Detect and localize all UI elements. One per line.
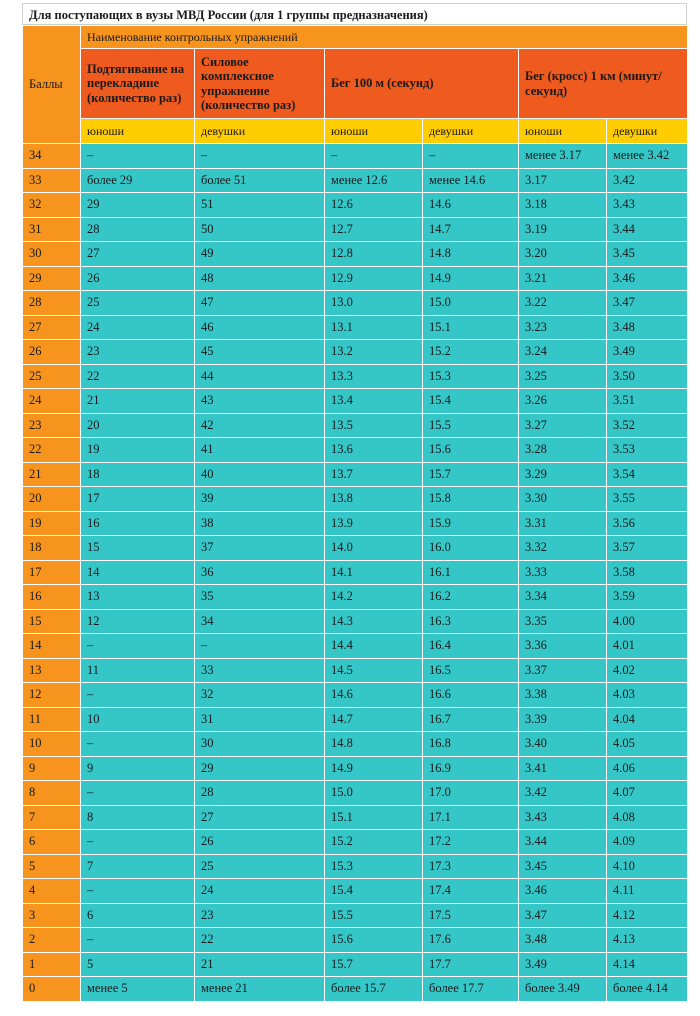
points-cell: 8 — [23, 781, 81, 806]
value-cell: 14.8 — [325, 732, 423, 757]
value-cell: 13.8 — [325, 487, 423, 512]
points-cell: 4 — [23, 879, 81, 904]
points-cell: 23 — [23, 413, 81, 438]
value-cell: 15.3 — [325, 854, 423, 879]
value-cell: 38 — [195, 511, 325, 536]
table-row — [23, 144, 688, 169]
value-cell: 12 — [81, 609, 195, 634]
value-cell: 37 — [195, 536, 325, 561]
value-cell: 33 — [195, 658, 325, 683]
points-cell: 10 — [23, 732, 81, 757]
value-cell: 3.37 — [519, 658, 607, 683]
value-cell: 3.49 — [607, 340, 688, 365]
value-cell: 3.29 — [519, 462, 607, 487]
value-cell: 17.6 — [423, 928, 519, 953]
value-cell: 15.3 — [423, 364, 519, 389]
table-row — [23, 536, 688, 561]
value-cell: 4.11 — [607, 879, 688, 904]
value-cell: 3.31 — [519, 511, 607, 536]
value-cell: 15.2 — [325, 830, 423, 855]
value-cell: 12.6 — [325, 193, 423, 218]
value-cell: 45 — [195, 340, 325, 365]
points-cell: 5 — [23, 854, 81, 879]
value-cell: 13.0 — [325, 291, 423, 316]
value-cell: 27 — [81, 242, 195, 267]
value-cell: 23 — [195, 903, 325, 928]
value-cell: 4.04 — [607, 707, 688, 732]
points-cell: 20 — [23, 487, 81, 512]
value-cell: более 15.7 — [325, 977, 423, 1002]
value-cell: 3.32 — [519, 536, 607, 561]
value-cell: 15.6 — [423, 438, 519, 463]
exercises-group-header: Наименование контрольных упражнений — [81, 26, 688, 49]
value-cell: 29 — [195, 756, 325, 781]
table-row — [23, 585, 688, 610]
value-cell: 3.52 — [607, 413, 688, 438]
value-cell: более 4.14 — [607, 977, 688, 1002]
value-cell: 4.14 — [607, 952, 688, 977]
value-cell: 3.56 — [607, 511, 688, 536]
value-cell: 3.26 — [519, 389, 607, 414]
table-row — [23, 511, 688, 536]
value-cell: 3.45 — [519, 854, 607, 879]
value-cell: 3.43 — [519, 805, 607, 830]
table-row — [23, 683, 688, 708]
sub-header: юноши — [519, 119, 607, 144]
value-cell: 16.1 — [423, 560, 519, 585]
value-cell: 28 — [195, 781, 325, 806]
value-cell: 15 — [81, 536, 195, 561]
value-cell: 14.9 — [423, 266, 519, 291]
value-cell: 16.0 — [423, 536, 519, 561]
sub-header: девушки — [423, 119, 519, 144]
value-cell: 14.7 — [423, 217, 519, 242]
value-cell: 43 — [195, 389, 325, 414]
table-row — [23, 462, 688, 487]
value-cell: 3.55 — [607, 487, 688, 512]
table-row — [23, 879, 688, 904]
value-cell: 30 — [195, 732, 325, 757]
value-cell: 3.20 — [519, 242, 607, 267]
value-cell: более 51 — [195, 168, 325, 193]
value-cell: 13.1 — [325, 315, 423, 340]
value-cell: 24 — [195, 879, 325, 904]
points-cell: 26 — [23, 340, 81, 365]
table-row — [23, 438, 688, 463]
value-cell: 50 — [195, 217, 325, 242]
value-cell: 14.9 — [325, 756, 423, 781]
value-cell: 16.8 — [423, 732, 519, 757]
value-cell: 14.8 — [423, 242, 519, 267]
value-cell: 44 — [195, 364, 325, 389]
table-row — [23, 340, 688, 365]
points-cell: 6 — [23, 830, 81, 855]
value-cell: 3.46 — [607, 266, 688, 291]
value-cell: 13 — [81, 585, 195, 610]
value-cell: 3.30 — [519, 487, 607, 512]
table-row — [23, 977, 688, 1002]
value-cell: 12.8 — [325, 242, 423, 267]
value-cell: 22 — [195, 928, 325, 953]
value-cell: 4.05 — [607, 732, 688, 757]
value-cell: 15.5 — [325, 903, 423, 928]
value-cell: 11 — [81, 658, 195, 683]
value-cell: 13.3 — [325, 364, 423, 389]
points-cell: 28 — [23, 291, 81, 316]
table-row — [23, 217, 688, 242]
table-row — [23, 413, 688, 438]
value-cell: – — [81, 879, 195, 904]
exercise-header-100m: Бег 100 м (секунд) — [325, 49, 519, 119]
value-cell: 14.2 — [325, 585, 423, 610]
value-cell: 17.5 — [423, 903, 519, 928]
value-cell: – — [423, 144, 519, 169]
value-cell: 15.2 — [423, 340, 519, 365]
value-cell: 16.2 — [423, 585, 519, 610]
table-row — [23, 315, 688, 340]
value-cell: 18 — [81, 462, 195, 487]
value-cell: 3.42 — [607, 168, 688, 193]
points-cell: 15 — [23, 609, 81, 634]
points-header: Баллы — [23, 26, 81, 144]
value-cell: 34 — [195, 609, 325, 634]
value-cell: 35 — [195, 585, 325, 610]
value-cell: 3.59 — [607, 585, 688, 610]
value-cell: 3.39 — [519, 707, 607, 732]
points-cell: 7 — [23, 805, 81, 830]
value-cell: 3.49 — [519, 952, 607, 977]
value-cell: – — [325, 144, 423, 169]
table-row — [23, 952, 688, 977]
value-cell: 4.12 — [607, 903, 688, 928]
value-cell: 15.1 — [325, 805, 423, 830]
value-cell: 36 — [195, 560, 325, 585]
table-row — [23, 364, 688, 389]
value-cell: менее 3.17 — [519, 144, 607, 169]
value-cell: 49 — [195, 242, 325, 267]
value-cell: менее 5 — [81, 977, 195, 1002]
table-row — [23, 781, 688, 806]
sub-header: юноши — [81, 119, 195, 144]
value-cell: 4.06 — [607, 756, 688, 781]
sub-header: девушки — [195, 119, 325, 144]
value-cell: 14.4 — [325, 634, 423, 659]
value-cell: 3.43 — [607, 193, 688, 218]
points-cell: 19 — [23, 511, 81, 536]
value-cell: 14.7 — [325, 707, 423, 732]
table-row — [23, 389, 688, 414]
value-cell: 21 — [195, 952, 325, 977]
value-cell: 15.0 — [423, 291, 519, 316]
value-cell: 5 — [81, 952, 195, 977]
value-cell: 4.13 — [607, 928, 688, 953]
table-row — [23, 805, 688, 830]
points-cell: 30 — [23, 242, 81, 267]
table-row — [23, 168, 688, 193]
value-cell: 17 — [81, 487, 195, 512]
value-cell: 40 — [195, 462, 325, 487]
points-cell: 18 — [23, 536, 81, 561]
points-cell: 24 — [23, 389, 81, 414]
value-cell: 28 — [81, 217, 195, 242]
value-cell: 16.3 — [423, 609, 519, 634]
value-cell: 3.48 — [519, 928, 607, 953]
table-row — [23, 903, 688, 928]
value-cell: 32 — [195, 683, 325, 708]
value-cell: 7 — [81, 854, 195, 879]
points-cell: 9 — [23, 756, 81, 781]
value-cell: 12.9 — [325, 266, 423, 291]
value-cell: 3.51 — [607, 389, 688, 414]
value-cell: 15.7 — [423, 462, 519, 487]
value-cell: 31 — [195, 707, 325, 732]
value-cell: 42 — [195, 413, 325, 438]
value-cell: – — [81, 830, 195, 855]
value-cell: 3.23 — [519, 315, 607, 340]
value-cell: 14 — [81, 560, 195, 585]
value-cell: – — [81, 928, 195, 953]
value-cell: 3.57 — [607, 536, 688, 561]
value-cell: 3.38 — [519, 683, 607, 708]
value-cell: 3.33 — [519, 560, 607, 585]
value-cell: 19 — [81, 438, 195, 463]
points-cell: 0 — [23, 977, 81, 1002]
points-cell: 1 — [23, 952, 81, 977]
value-cell: более 29 — [81, 168, 195, 193]
value-cell: 17.4 — [423, 879, 519, 904]
points-cell: 31 — [23, 217, 81, 242]
value-cell: 4.09 — [607, 830, 688, 855]
value-cell: 15.9 — [423, 511, 519, 536]
value-cell: 16.9 — [423, 756, 519, 781]
value-cell: менее 14.6 — [423, 168, 519, 193]
table-row — [23, 658, 688, 683]
value-cell: 3.47 — [607, 291, 688, 316]
table-row — [23, 732, 688, 757]
value-cell: 47 — [195, 291, 325, 316]
value-cell: 48 — [195, 266, 325, 291]
points-cell: 21 — [23, 462, 81, 487]
value-cell: 15.1 — [423, 315, 519, 340]
value-cell: 15.7 — [325, 952, 423, 977]
value-cell: 3.19 — [519, 217, 607, 242]
value-cell: 3.44 — [607, 217, 688, 242]
table-row — [23, 291, 688, 316]
value-cell: 3.22 — [519, 291, 607, 316]
value-cell: 39 — [195, 487, 325, 512]
value-cell: 4.08 — [607, 805, 688, 830]
points-cell: 29 — [23, 266, 81, 291]
value-cell: 15.8 — [423, 487, 519, 512]
value-cell: менее 3.42 — [607, 144, 688, 169]
value-cell: 4.01 — [607, 634, 688, 659]
value-cell: 13.4 — [325, 389, 423, 414]
value-cell: 3.28 — [519, 438, 607, 463]
points-cell: 17 — [23, 560, 81, 585]
value-cell: 13.7 — [325, 462, 423, 487]
value-cell: 14.3 — [325, 609, 423, 634]
value-cell: 14.1 — [325, 560, 423, 585]
value-cell: 23 — [81, 340, 195, 365]
exercise-header-strength: Силовое комплексное упражнение (количество раз) — [195, 49, 325, 119]
value-cell: 3.42 — [519, 781, 607, 806]
value-cell: 26 — [81, 266, 195, 291]
value-cell: 27 — [195, 805, 325, 830]
points-cell: 27 — [23, 315, 81, 340]
value-cell: – — [81, 781, 195, 806]
table-row — [23, 560, 688, 585]
value-cell: менее 12.6 — [325, 168, 423, 193]
table-row — [23, 830, 688, 855]
points-cell: 13 — [23, 658, 81, 683]
points-cell: 2 — [23, 928, 81, 953]
table-body — [23, 144, 688, 1002]
points-cell: 34 — [23, 144, 81, 169]
value-cell: 41 — [195, 438, 325, 463]
value-cell: – — [195, 634, 325, 659]
value-cell: 16.7 — [423, 707, 519, 732]
table-row — [23, 756, 688, 781]
value-cell: 26 — [195, 830, 325, 855]
value-cell: 15.6 — [325, 928, 423, 953]
table-row — [23, 193, 688, 218]
value-cell: 17.1 — [423, 805, 519, 830]
value-cell: 22 — [81, 364, 195, 389]
table-row — [23, 928, 688, 953]
value-cell: 8 — [81, 805, 195, 830]
table-row — [23, 634, 688, 659]
value-cell: 14.6 — [423, 193, 519, 218]
value-cell: 3.35 — [519, 609, 607, 634]
value-cell: 9 — [81, 756, 195, 781]
points-cell: 32 — [23, 193, 81, 218]
value-cell: 3.44 — [519, 830, 607, 855]
value-cell: 16 — [81, 511, 195, 536]
value-cell: 3.34 — [519, 585, 607, 610]
value-cell: 24 — [81, 315, 195, 340]
points-cell: 22 — [23, 438, 81, 463]
table-row — [23, 242, 688, 267]
value-cell: 4.07 — [607, 781, 688, 806]
value-cell: 15.5 — [423, 413, 519, 438]
value-cell: 21 — [81, 389, 195, 414]
value-cell: 3.48 — [607, 315, 688, 340]
value-cell: 14.0 — [325, 536, 423, 561]
table-title: Для поступающих в вузы МВД России (для 1 группы предназначения) — [22, 3, 687, 25]
exercise-header-pullups: Подтягивание на перекладине (количество раз) — [81, 49, 195, 119]
value-cell: 29 — [81, 193, 195, 218]
value-cell: 16.5 — [423, 658, 519, 683]
value-cell: 16.6 — [423, 683, 519, 708]
points-cell: 14 — [23, 634, 81, 659]
value-cell: 13.9 — [325, 511, 423, 536]
points-cell: 25 — [23, 364, 81, 389]
table-row — [23, 487, 688, 512]
table-row — [23, 609, 688, 634]
value-cell: более 3.49 — [519, 977, 607, 1002]
value-cell: 6 — [81, 903, 195, 928]
value-cell: 3.17 — [519, 168, 607, 193]
value-cell: – — [195, 144, 325, 169]
value-cell: 4.03 — [607, 683, 688, 708]
value-cell: 15.4 — [423, 389, 519, 414]
value-cell: 3.50 — [607, 364, 688, 389]
value-cell: 10 — [81, 707, 195, 732]
value-cell: 17.2 — [423, 830, 519, 855]
value-cell: 3.45 — [607, 242, 688, 267]
value-cell: – — [81, 732, 195, 757]
value-cell: 13.5 — [325, 413, 423, 438]
sub-header: девушки — [607, 119, 688, 144]
points-cell: 33 — [23, 168, 81, 193]
standards-table — [22, 25, 688, 1002]
value-cell: – — [81, 683, 195, 708]
value-cell: 3.46 — [519, 879, 607, 904]
value-cell: 17.3 — [423, 854, 519, 879]
value-cell: 3.21 — [519, 266, 607, 291]
value-cell: 51 — [195, 193, 325, 218]
value-cell: – — [81, 144, 195, 169]
value-cell: 25 — [81, 291, 195, 316]
value-cell: более 17.7 — [423, 977, 519, 1002]
points-cell: 12 — [23, 683, 81, 708]
value-cell: 4.02 — [607, 658, 688, 683]
value-cell: 3.41 — [519, 756, 607, 781]
value-cell: 46 — [195, 315, 325, 340]
value-cell: 13.6 — [325, 438, 423, 463]
points-cell: 11 — [23, 707, 81, 732]
standards-document — [22, 3, 687, 1002]
value-cell: 15.4 — [325, 879, 423, 904]
value-cell: 3.47 — [519, 903, 607, 928]
value-cell: менее 21 — [195, 977, 325, 1002]
value-cell: 13.2 — [325, 340, 423, 365]
value-cell: 3.24 — [519, 340, 607, 365]
value-cell: 16.4 — [423, 634, 519, 659]
value-cell: 3.36 — [519, 634, 607, 659]
value-cell: 3.54 — [607, 462, 688, 487]
value-cell: 17.0 — [423, 781, 519, 806]
value-cell: 15.0 — [325, 781, 423, 806]
value-cell: 3.25 — [519, 364, 607, 389]
exercise-header-1km: Бег (кросс) 1 км (минут/секунд) — [519, 49, 688, 119]
sub-header: юноши — [325, 119, 423, 144]
value-cell: 12.7 — [325, 217, 423, 242]
points-cell: 16 — [23, 585, 81, 610]
table-row — [23, 707, 688, 732]
value-cell: 25 — [195, 854, 325, 879]
value-cell: 3.27 — [519, 413, 607, 438]
value-cell: 3.18 — [519, 193, 607, 218]
value-cell: 17.7 — [423, 952, 519, 977]
value-cell: 4.10 — [607, 854, 688, 879]
value-cell: 3.40 — [519, 732, 607, 757]
points-cell: 3 — [23, 903, 81, 928]
table-row — [23, 266, 688, 291]
value-cell: 3.53 — [607, 438, 688, 463]
value-cell: 4.00 — [607, 609, 688, 634]
value-cell: 14.5 — [325, 658, 423, 683]
value-cell: 20 — [81, 413, 195, 438]
value-cell: – — [81, 634, 195, 659]
table-row — [23, 854, 688, 879]
value-cell: 14.6 — [325, 683, 423, 708]
value-cell: 3.58 — [607, 560, 688, 585]
